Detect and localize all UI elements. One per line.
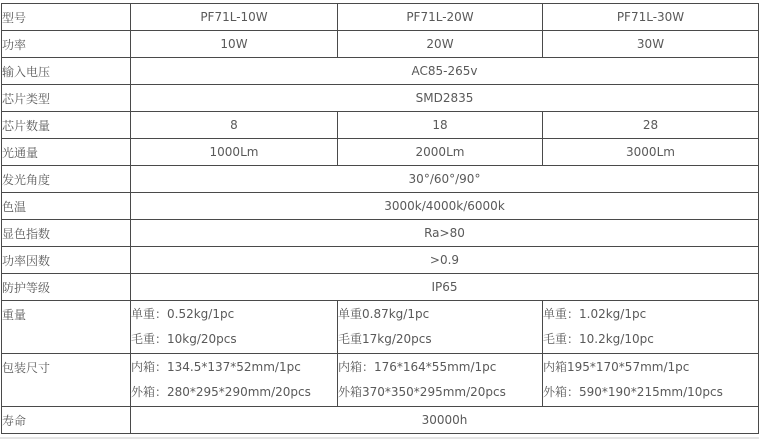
table-row-power — [2, 31, 759, 58]
spec-label: 光通量 — [2, 139, 131, 166]
table-row-weight — [2, 301, 759, 354]
spec-line: 毛重：10kg/20pcs — [131, 332, 237, 346]
spec-line: 毛重：10.2kg/10pc — [543, 332, 654, 346]
spec-value — [543, 354, 759, 407]
spec-label: 输入电压 — [2, 58, 131, 85]
table-row-power-factor — [2, 247, 759, 274]
spec-value — [131, 354, 338, 407]
spec-value: 3000Lm — [543, 139, 759, 166]
spec-line: 内箱195*170*57mm/1pc — [543, 360, 690, 374]
spec-label: 型号 — [2, 4, 131, 31]
spec-value: 30000h — [131, 407, 759, 434]
spec-label: 防护等级 — [2, 274, 131, 301]
spec-value: 8 — [131, 112, 338, 139]
spec-value: 3000k/4000k/6000k — [131, 193, 759, 220]
spec-label: 寿命 — [2, 407, 131, 434]
spec-label: 色温 — [2, 193, 131, 220]
spec-value: SMD2835 — [131, 85, 759, 112]
spec-value: 28 — [543, 112, 759, 139]
spec-value — [338, 354, 543, 407]
spec-line: 内箱：176*164*55mm/1pc — [338, 360, 497, 374]
spec-value: AC85-265v — [131, 58, 759, 85]
table-row-input-voltage — [2, 58, 759, 85]
spec-value: 18 — [338, 112, 543, 139]
spec-value — [338, 301, 543, 354]
spec-label: 显色指数 — [2, 220, 131, 247]
spec-label: 芯片类型 — [2, 85, 131, 112]
spec-line: 外箱：590*190*215mm/10pcs — [543, 385, 723, 399]
spec-value — [543, 301, 759, 354]
spec-label: 功率因数 — [2, 247, 131, 274]
spec-line: 毛重17kg/20pcs — [338, 332, 432, 346]
spec-label: 功率 — [2, 31, 131, 58]
table-row-luminous-flux — [2, 139, 759, 166]
spec-label: 发光角度 — [2, 166, 131, 193]
spec-line: 单重：1.02kg/1pc — [543, 307, 647, 321]
spec-line: 外箱370*350*295mm/20pcs — [338, 385, 506, 399]
spec-label: 芯片数量 — [2, 112, 131, 139]
spec-value: 10W — [131, 31, 338, 58]
spec-label: 包装尺寸 — [2, 354, 131, 407]
table-row-model — [2, 4, 759, 31]
table-row-packing-size — [2, 354, 759, 407]
spec-value: 30°/60°/90° — [131, 166, 759, 193]
spec-value: PF71L-30W — [543, 4, 759, 31]
spec-value: Ra>80 — [131, 220, 759, 247]
spec-value: PF71L-10W — [131, 4, 338, 31]
spec-value: 2000Lm — [338, 139, 543, 166]
table-row-chip-type — [2, 85, 759, 112]
spec-line: 单重0.87kg/1pc — [338, 307, 430, 321]
table-row-lifespan — [2, 407, 759, 434]
spec-line: 外箱：280*295*290mm/20pcs — [131, 385, 311, 399]
spec-label: 重量 — [2, 301, 131, 354]
spec-value: IP65 — [131, 274, 759, 301]
table-row-cri — [2, 220, 759, 247]
table-row-color-temp — [2, 193, 759, 220]
spec-value: 20W — [338, 31, 543, 58]
spec-line: 内箱：134.5*137*52mm/1pc — [131, 360, 301, 374]
table-row-chip-count — [2, 112, 759, 139]
table-row-ip-rating — [2, 274, 759, 301]
spec-value — [131, 301, 338, 354]
spec-line: 单重：0.52kg/1pc — [131, 307, 235, 321]
spec-value: 30W — [543, 31, 759, 58]
spec-value: >0.9 — [131, 247, 759, 274]
table-row-beam-angle — [2, 166, 759, 193]
product-spec-table — [1, 3, 759, 434]
spec-value: 1000Lm — [131, 139, 338, 166]
spec-value: PF71L-20W — [338, 4, 543, 31]
